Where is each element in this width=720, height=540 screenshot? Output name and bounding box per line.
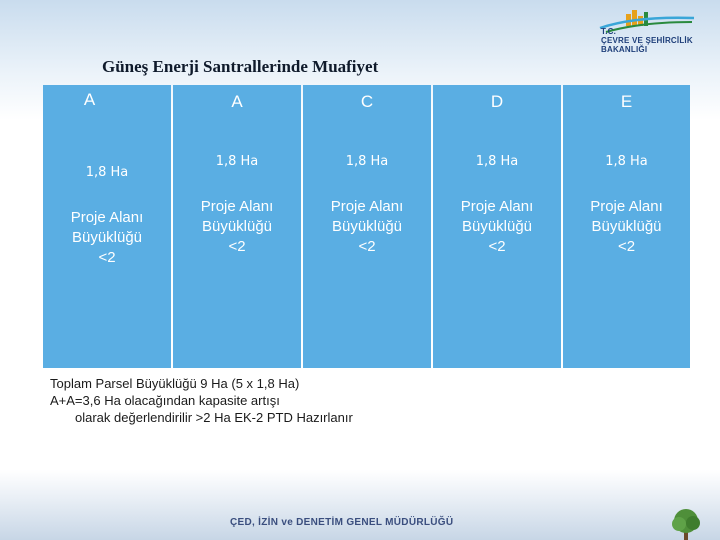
plot-letter: A [83,90,96,109]
note-line: Toplam Parsel Büyüklüğü 9 Ha (5 x 1,8 Ha) [50,376,300,391]
note-line: A+A=3,6 Ha olacağından kapasite artışı [50,393,280,408]
calculation-note [50,375,380,426]
plot-letter: E [620,92,633,111]
plot-area: 1,8 Ha [215,154,259,169]
footer-department: ÇED, İZİN ve DENETİM GENEL MÜDÜRLÜĞÜ [230,517,454,528]
note-line: olarak değerlendirilir >2 Ha EK-2 PTD Hazırlanır [75,410,353,425]
plot-a2 [173,85,301,368]
plot-diagram [43,85,690,368]
plot-area: 1,8 Ha [475,154,519,169]
slide-title: Güneş Enerji Santrallerinde Muafiyet [102,57,379,76]
plot-description: Proje Alanı Büyüklüğü <2 [200,198,274,255]
plot-area: 1,8 Ha [85,165,129,180]
plot-c [303,85,431,368]
plot-description: Proje Alanı Büyüklüğü <2 [330,198,404,255]
plot-description: Proje Alanı Büyüklüğü <2 [460,198,534,255]
tree-icon [666,506,706,540]
plot-a1 [43,85,171,368]
plot-d [433,85,561,368]
plot-e [563,85,690,368]
plot-letter: A [231,92,243,111]
plot-area: 1,8 Ha [605,154,648,169]
ministry-logo-text: T.C. ÇEVRE VE ŞEHİRCİLİK BAKANLIĞI [601,27,693,54]
plot-description: Proje Alanı Büyüklüğü <2 [590,198,663,255]
plot-letter: D [490,92,504,111]
plot-area: 1,8 Ha [345,154,389,169]
plot-letter: C [360,92,374,111]
plot-description: Proje Alanı Büyüklüğü <2 [70,209,144,266]
